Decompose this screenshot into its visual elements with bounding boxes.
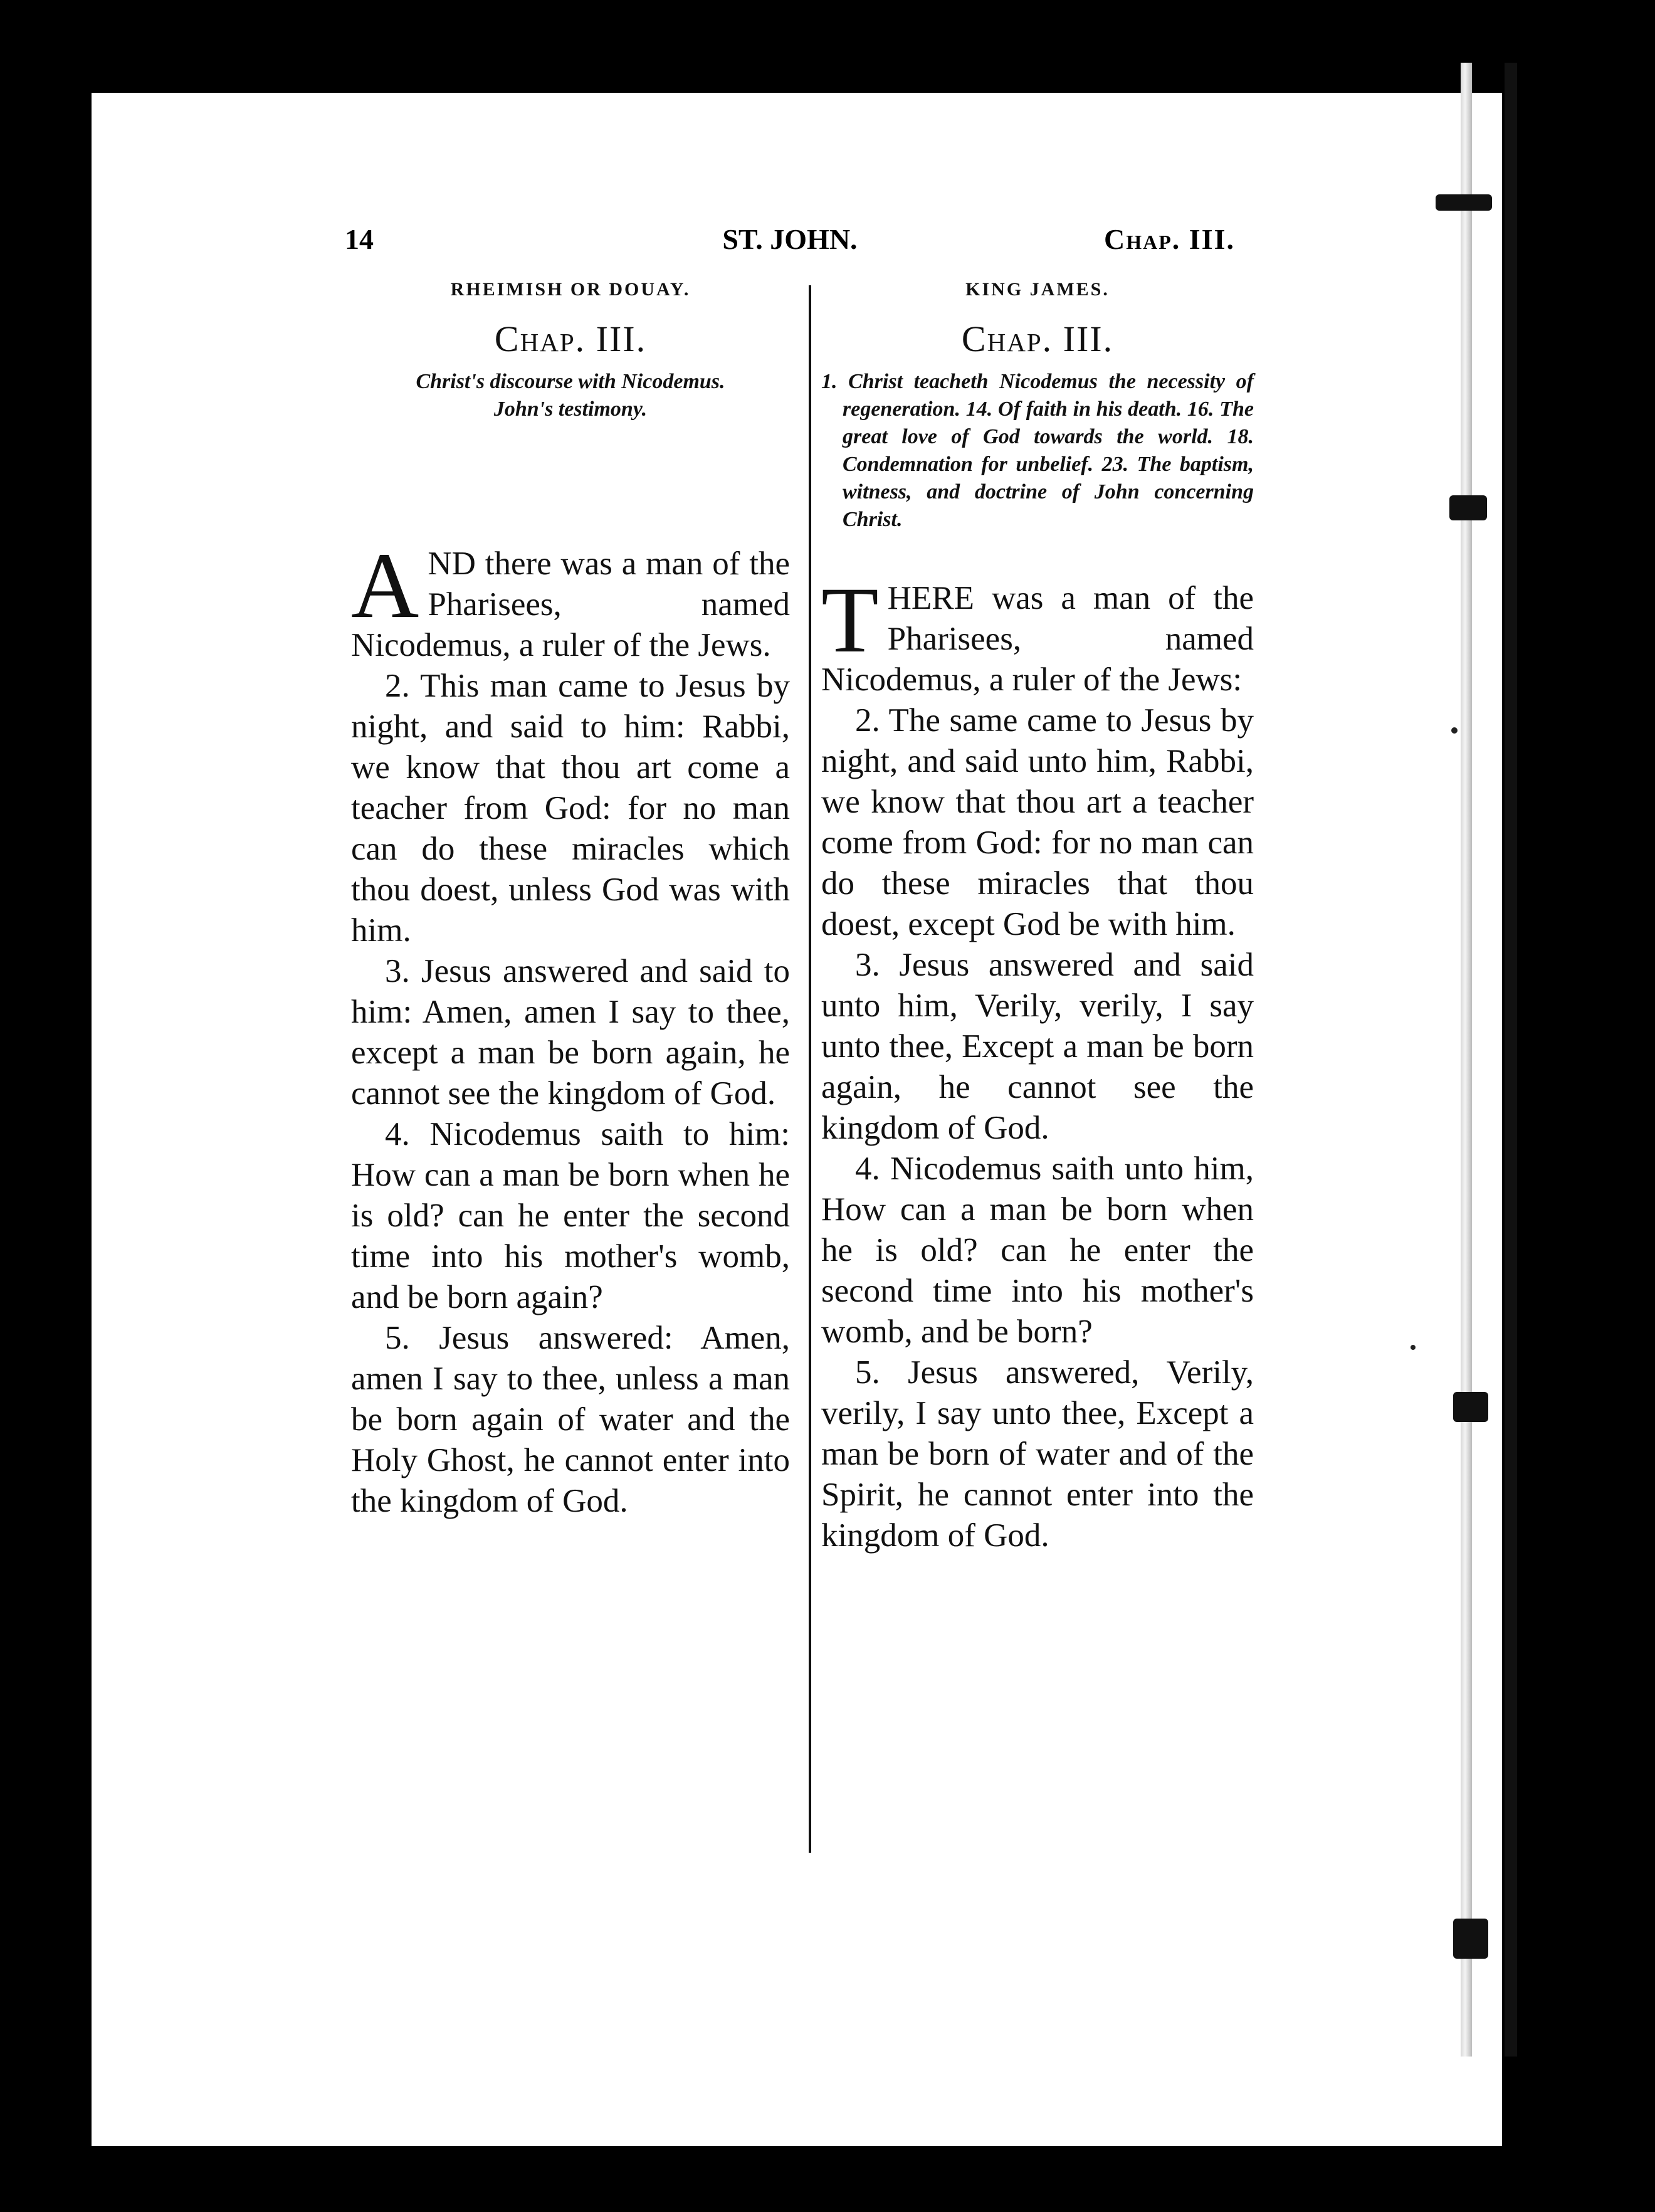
binding-mark xyxy=(1449,495,1487,520)
binding-mark xyxy=(1436,194,1492,211)
running-header xyxy=(345,223,1235,266)
column-divider xyxy=(809,285,811,1853)
version-label: RHEIMISH OR DOUAY. xyxy=(450,279,691,300)
ink-speck xyxy=(1451,727,1458,734)
book-title: ST. JOHN. xyxy=(722,223,858,255)
scripture-text xyxy=(821,568,1254,1556)
verse-5: 5. Jesus answered, Verily, verily, I say unto thee, Except a man be born of water and of the Spirit, he cannot enter into the kingdom of God. xyxy=(821,1354,1254,1554)
verse-1: THERE was a man of the Pharisees, named Nicodemus, a ruler of the Jews: xyxy=(821,568,1254,698)
binding-edge xyxy=(1505,63,1517,2057)
verse-4: 4. Nicodemus saith to him: How can a man be born when he is old? can he enter the second time into his mother's womb, and be born again? xyxy=(351,1116,790,1315)
chapter-summary xyxy=(351,368,790,544)
summary-line: Christ's discourse with Nicodemus. xyxy=(416,370,725,393)
binding-gutter xyxy=(1461,63,1472,2057)
verse-3: 3. Jesus answered and said unto him, Verily, verily, I say unto thee, Except a man be born again, he cannot see the kingdom of God. xyxy=(821,947,1254,1146)
summary-line: John's testimony. xyxy=(493,398,648,421)
chapter-heading: Chap. III. xyxy=(961,319,1114,359)
king-james-column xyxy=(821,279,1254,1556)
ink-speck xyxy=(1411,1345,1416,1350)
drop-cap: A xyxy=(351,534,419,638)
verse-2: 2. This man came to Jesus by night, and said to him: Rabbi, we know that thou art come a teacher from God: for no man can do these miracles which thou doest, unless God was with him. xyxy=(351,668,790,949)
header-chapter: Chap. III. xyxy=(1104,223,1235,255)
scripture-text xyxy=(351,534,790,1522)
binding-mark xyxy=(1453,1392,1488,1422)
verse-4: 4. Nicodemus saith unto him, How can a man be born when he is old? can he enter the second time into his mother's womb, and be born? xyxy=(821,1151,1254,1350)
version-label: KING JAMES. xyxy=(965,279,1110,300)
verse-1: AND there was a man of the Pharisees, named Nicodemus, a ruler of the Jews. xyxy=(351,534,790,663)
drop-cap: T xyxy=(821,568,879,672)
scanned-page xyxy=(92,93,1502,2146)
verse-2: 2. The same came to Jesus by night, and said unto him, Rabbi, we know that thou art a teacher come from God: for no man can do these miracles that thou doest, except God be with him. xyxy=(821,702,1254,942)
verse-3: 3. Jesus answered and said to him: Amen, amen I say to thee, except a man be born again, he cannot see the kingdom of God. xyxy=(351,953,790,1112)
binding-mark xyxy=(1453,1919,1488,1959)
verse-5: 5. Jesus answered: Amen, amen I say to thee, unless a man be born again of water and the Holy Ghost, he cannot enter into the kingdom of God. xyxy=(351,1320,790,1519)
douay-column xyxy=(351,279,790,1522)
chapter-heading: Chap. III. xyxy=(494,319,647,359)
chapter-summary: 1. Christ teacheth Nicodemus the necessity of regeneration. 14. Of faith in his death. 16. The great love of God towards the world. 18. Condemnation for unbelief. 23. The baptism, witness, and doctrine of John concerning Christ. xyxy=(821,370,1254,531)
page-number: 14 xyxy=(345,223,374,255)
